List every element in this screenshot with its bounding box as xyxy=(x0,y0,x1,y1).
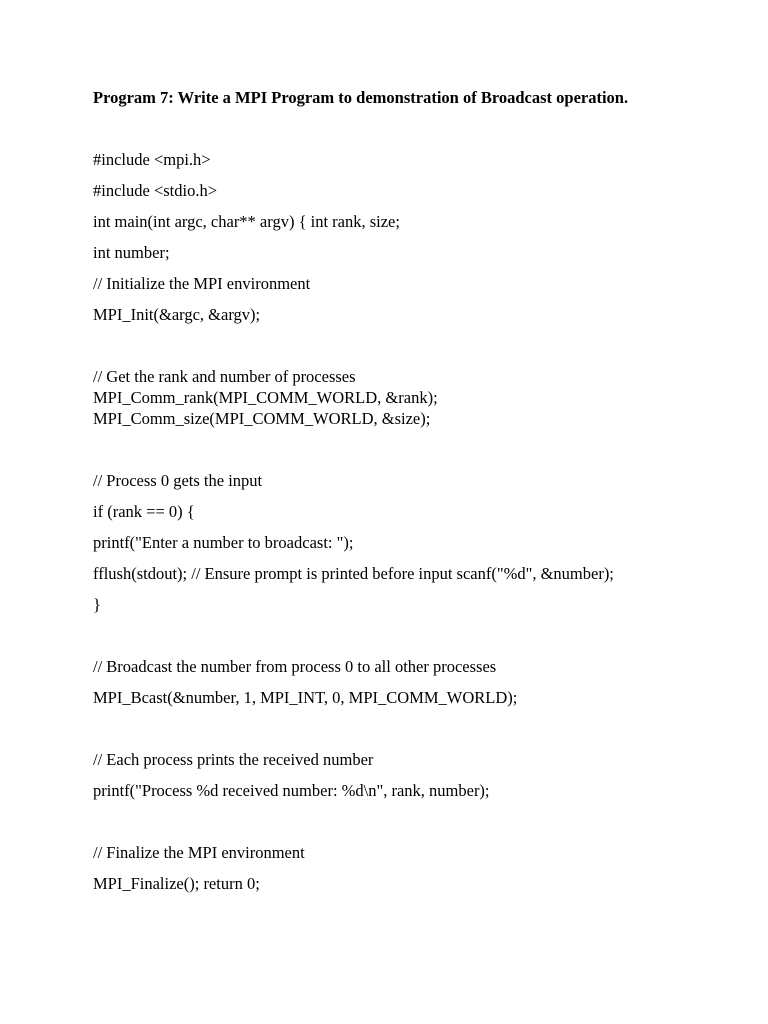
code-line: MPI_Comm_rank(MPI_COMM_WORLD, &rank); xyxy=(93,388,438,407)
code-line: } xyxy=(93,595,101,614)
code-line: if (rank == 0) { xyxy=(93,502,195,521)
code-line: // Finalize the MPI environment xyxy=(93,843,305,862)
code-line: fflush(stdout); // Ensure prompt is printed before input scanf("%d", &number); xyxy=(93,564,614,583)
document-page xyxy=(93,87,675,894)
code-line: // Broadcast the number from process 0 to all other processes xyxy=(93,657,497,676)
code-line: #include <mpi.h> xyxy=(93,150,211,169)
code-line: // Each process prints the received number xyxy=(93,750,374,769)
program-heading: Program 7: Write a MPI Program to demonstration of Broadcast operation. xyxy=(93,88,629,107)
code-line: // Process 0 gets the input xyxy=(93,471,263,490)
code-line: #include <stdio.h> xyxy=(93,181,218,200)
code-line: MPI_Init(&argc, &argv); xyxy=(93,305,261,324)
code-line: MPI_Bcast(&number, 1, MPI_INT, 0, MPI_COMM_WORLD); xyxy=(93,688,518,707)
code-line: // Initialize the MPI environment xyxy=(93,274,311,293)
code-line: int main(int argc, char** argv) { int rank, size; xyxy=(93,212,400,231)
code-line: printf("Enter a number to broadcast: "); xyxy=(93,533,354,552)
code-line: printf("Process %d received number: %d\n", rank, number); xyxy=(93,781,490,800)
code-line: MPI_Comm_size(MPI_COMM_WORLD, &size); xyxy=(93,409,431,428)
code-line: MPI_Finalize(); return 0; xyxy=(93,874,260,893)
code-line: // Get the rank and number of processes xyxy=(93,367,356,386)
code-line: int number; xyxy=(93,243,170,262)
